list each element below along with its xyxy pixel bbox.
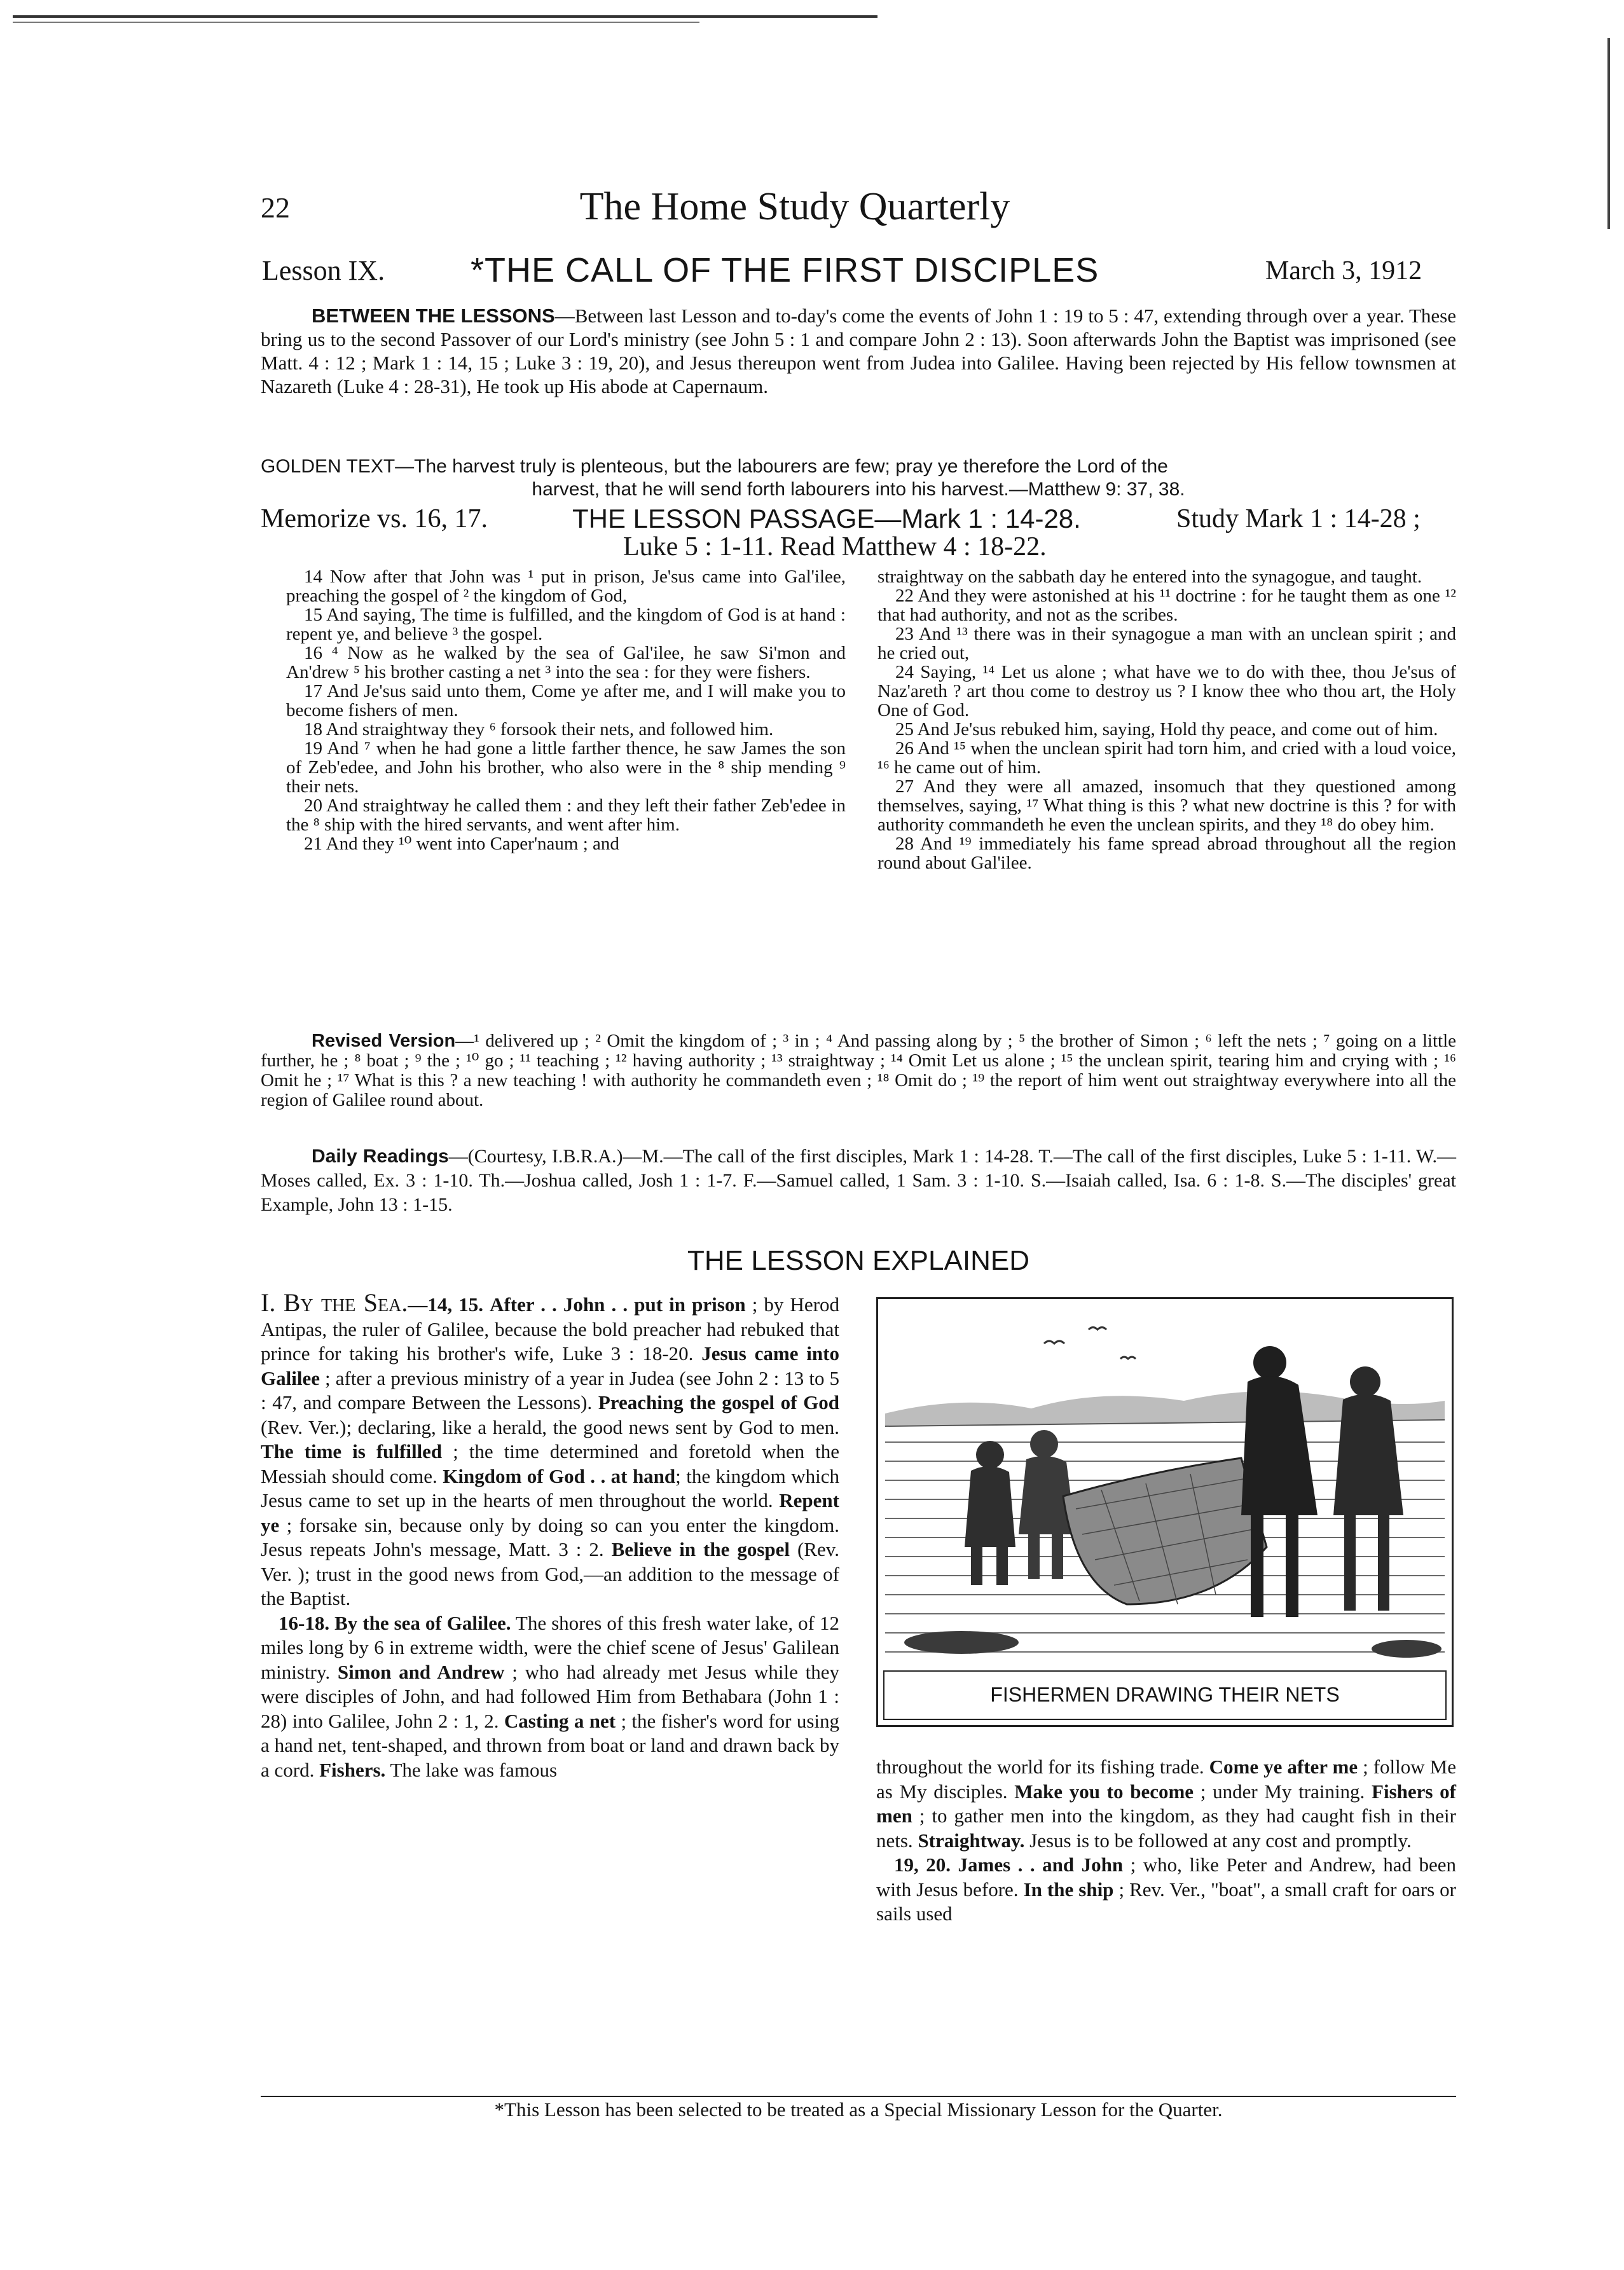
verse-24: 24 Saying, ¹⁴ Let us alone ; what have we to do with thee, thou Je'sus of Naz'areth ? art thou come to destroy us ? I know thee who thou art, the Holy One of God. [877,662,1456,720]
daily-readings-paragraph [261,1145,1456,1217]
term-in-the-ship: In the ship [1023,1878,1114,1901]
section-heading: I. By the Sea. [261,1288,408,1317]
right-edge-mark [1607,38,1610,229]
journal-title: The Home Study Quarterly [579,185,1010,228]
figure-caption: FISHERMEN DRAWING THEIR NETS [990,1683,1340,1706]
verse-20: 20 And straightway he called them : and they left their father Zeb'edee in the ⁸ ship with the hired servants, and went after him. [286,795,846,835]
text-segment: The lake was famous [385,1758,558,1781]
verse-27: 27 And they were all amazed, insomuch that they questioned among themselves, saying, ¹⁷ What thing is this ? what new doctrine is this ? for with authority commandeth he even the unclean spirits, and they ¹⁸ do obey him. [877,776,1456,835]
golden-text-line-2: harvest, that he will send forth labourers into his harvest.—Matthew 9: 37, 38. [532,479,1185,500]
lesson-date: March 3, 1912 [1265,256,1422,285]
lesson-label: Lesson IX. [262,255,385,286]
term-james-john: 19, 20. James . . and John [894,1854,1124,1876]
verse-21: 21 And they ¹⁰ went into Caper'naum ; and [304,834,619,854]
scripture-right-column [877,567,1456,872]
top-scan-rule-thin [13,22,699,23]
text-segment: Jesus is to be followed at any cost and promptly. [1024,1829,1412,1852]
explained-right-paragraph-1 [876,1755,1456,1853]
term-preaching: Preaching the gospel of God [598,1391,839,1414]
study-reference-line-2: Luke 5 : 1-11. Read Matthew 4 : 18-22. [623,532,1047,561]
scripture-left-column [286,567,846,853]
verse-16: 16 ⁴ Now as he walked by the sea of Gal'ilee, he saw Si'mon and An'drew ⁵ his brother casting a net ³ into the sea : for they were fishers. [286,643,846,682]
term-repent: Repent ye [261,1489,839,1536]
term-simon-andrew: Simon and Andrew [337,1660,505,1683]
verse-14: 14 Now after that John was ¹ put in prison, Je'sus came into Gal'ilee, preaching the gospel of ² the kingdom of God, [286,567,846,606]
section-verse-ref: —14, 15. [408,1293,483,1316]
rock [1372,1640,1442,1658]
lesson-explained-heading: THE LESSON EXPLAINED [687,1245,1029,1276]
text-segment: ; the fisher's word for using a hand net, tent-shaped, and thrown from boat or land and drawn back by a cord. [261,1709,840,1781]
memorize-note: Memorize vs. 16, 17. [261,504,488,533]
verse-28: 28 And ¹⁹ immediately his fame spread abroad throughout all the region round about Gal'ilee. [877,834,1456,873]
between-lessons-label: BETWEEN THE LESSONS [312,305,555,327]
verse-21-continued: straightway on the sabbath day he entered into the synagogue, and taught. [877,567,1422,587]
text-segment: ; forsake sin, because only by doing so can you enter the kingdom. Jesus repeats John's message, Matt. 3 : 2. [261,1513,839,1560]
verse-17: 17 And Je'sus said unto them, Come ye after me, and I will make you to become fishers of men. [286,681,846,720]
verse-25: 25 And Je'sus rebuked him, saying, Hold thy peace, and come out of him. [895,719,1438,739]
text-segment: ; the kingdom which Jesus came to set up in the hearts of men throughout the world. [261,1464,839,1511]
revised-version-text: —¹ delivered up ; ² Omit the kingdom of ; ³ in ; ⁴ And passing along by ; ⁵ the brother of Simon ; ⁶ left the nets ; ⁷ going on a little further, he ; ⁸ boat ; ⁹ the ; ¹⁰ go ; ¹¹ teaching ; ¹² having authority ; ¹³ straightway ; ¹⁴ Omit Let us alone ; ¹⁵ the unclean spirit, tearing him and crying with ; ¹⁶ Omit he ; ¹⁷ What is this ? a new teaching ! with authority he commandeth even ; ¹⁸ Omit do ; ¹⁹ the report of him went out straightway everywhere into all the region of Galilee round about. [261,1031,1457,1110]
text-segment: ; who, like Peter and Andrew, had been with Jesus before. [876,1854,1456,1901]
text-segment: The shores of this fresh water lake, of 12 miles long by 6 in extreme width, were the chief scene of Jesus' Galilean ministry. [261,1611,839,1683]
text-segment: (Rev. Ver. ); trust in the good news from God,—an addition to the message of the Baptist. [261,1538,839,1609]
term-believe: Believe in the gospel [611,1538,790,1560]
term-fishers: Fishers. [319,1758,386,1781]
term-after-john: After . . John . . put in prison [490,1293,746,1316]
term-time-fulfilled: The time is fulfilled [261,1440,443,1462]
term-kingdom: Kingdom of God . . at hand [443,1464,676,1487]
term-straightway: Straightway. [918,1829,1025,1852]
explained-paragraph-2 [261,1611,839,1783]
explained-right-column [876,1755,1456,1927]
term-casting-net: Casting a net [504,1709,616,1732]
verse-22: 22 And they were astonished at his ¹¹ doctrine : for he taught them as one ¹² that had authority, and not as the scribes. [877,586,1456,625]
explained-left-column [261,1288,840,1782]
text-segment: ; follow Me as My disciples. [876,1756,1456,1803]
verse-18: 18 And straightway they ⁶ forsook their nets, and followed him. [304,719,774,739]
explained-paragraph-1 [261,1288,840,1611]
verse-15: 15 And saying, The time is fulfilled, and the kingdom of God is at hand : repent ye, and believe ³ the gospel. [286,605,846,644]
text-segment: ; to gather men into the kingdom, as they had caught fish in their nets. [876,1805,1456,1852]
text-segment: ; the time determined and foretold when the Messiah should come. [261,1440,839,1487]
text-segment: ; after a previous ministry of a year in Judea (see John 2 : 13 to 5 : 47, and compare Between the Lessons). [261,1366,839,1414]
fishermen-illustration [885,1305,1445,1668]
verse-19: 19 And ⁷ when he had gone a little farther thence, he saw James the son of Zeb'edee, and John his brother, who also were in the ⁸ ship mending ⁹ their nets. [286,738,846,797]
text-segment: ; by Herod Antipas, the ruler of Galilee, because the bold preacher had rebuked that prince for taking his brother's wife, Luke 3 : 18-20. [261,1293,840,1365]
revised-version-label: Revised Version [312,1031,456,1051]
lesson-title: *THE CALL OF THE FIRST DISCIPLES [471,251,1099,289]
term-come-ye: Come ye after me [1209,1756,1358,1778]
term-fishers-of-men: Fishers of men [876,1780,1456,1827]
top-scan-rule [13,15,877,18]
golden-text-line-1: GOLDEN TEXT—The harvest truly is plenteous, but the labourers are few; pray ye therefore the Lord of the [261,456,1168,477]
study-reference: Study Mark 1 : 14-28 ; [1176,504,1421,533]
verse-26: 26 And ¹⁵ when the unclean spirit had torn him, and cried with a loud voice, ¹⁶ he came out of him. [877,738,1456,778]
page-number: 22 [261,191,290,224]
rock [904,1631,1019,1654]
term-make-you: Make you to become [1014,1780,1194,1803]
text-segment: (Rev. Ver.); declaring, like a herald, the good news sent by God to men. [261,1415,839,1438]
term-by-the-sea: 16-18. By the sea of Galilee. [279,1611,511,1634]
verse-23: 23 And ¹³ there was in their synagogue a man with an unclean spirit ; and he cried out, [877,624,1456,663]
revised-version-paragraph [261,1031,1456,1110]
figure-frame [876,1297,1454,1727]
between-lessons-text: —Between last Lesson and to-day's come the events of John 1 : 19 to 5 : 47, extending through over a year. These bring us to the second Passover of our Lord's ministry (see John 5 : 1 and compare John 2 : 13). Soon afterwards John the Baptist was imprisoned (see Matt. 4 : 12 ; Mark 1 : 14, 15 ; Luke 3 : 19, 20), and Jesus thereupon went from Judea into Galilee. Having been rejected by His fellow townsmen at Nazareth (Luke 4 : 28-31), He took up His abode at Capernaum. [261,305,1456,397]
explained-right-paragraph-2 [876,1853,1456,1927]
daily-readings-text: —(Courtesy, I.B.R.A.)—M.—The call of the first disciples, Mark 1 : 14-28. T.—The call of the first disciples, Luke 5 : 1-11. W.—Moses called, Ex. 3 : 1-10. Th.—Joshua called, Josh 1 : 1-7. F.—Samuel called, 1 Sam. 3 : 1-10. S.—Isaiah called, Isa. 6 : 1-8. S.—The disciples' great Example, John 13 : 1-15. [261,1146,1456,1215]
between-lessons-paragraph [261,304,1456,398]
daily-readings-label: Daily Readings [312,1146,449,1167]
text-segment: throughout the world for its fishing trade. [876,1756,1209,1778]
lesson-passage-title: THE LESSON PASSAGE—Mark 1 : 14-28. [572,504,1081,533]
footnote: *This Lesson has been selected to be treated as a Special Missionary Lesson for the Quarter. [494,2098,1223,2121]
term-jesus-came: Jesus came into Galilee [261,1342,839,1389]
text-segment: ; who had already met Jesus while they were disciples of John, and had followed Him from Bethabara (John 1 : 28) into Galilee, John 2 : 1, 2. [261,1660,840,1732]
text-segment: ; Rev. Ver., "boat", a small craft for oars or sails used [876,1878,1456,1925]
footnote-rule [261,2096,1456,2097]
text-segment: ; under My training. [1194,1780,1372,1803]
